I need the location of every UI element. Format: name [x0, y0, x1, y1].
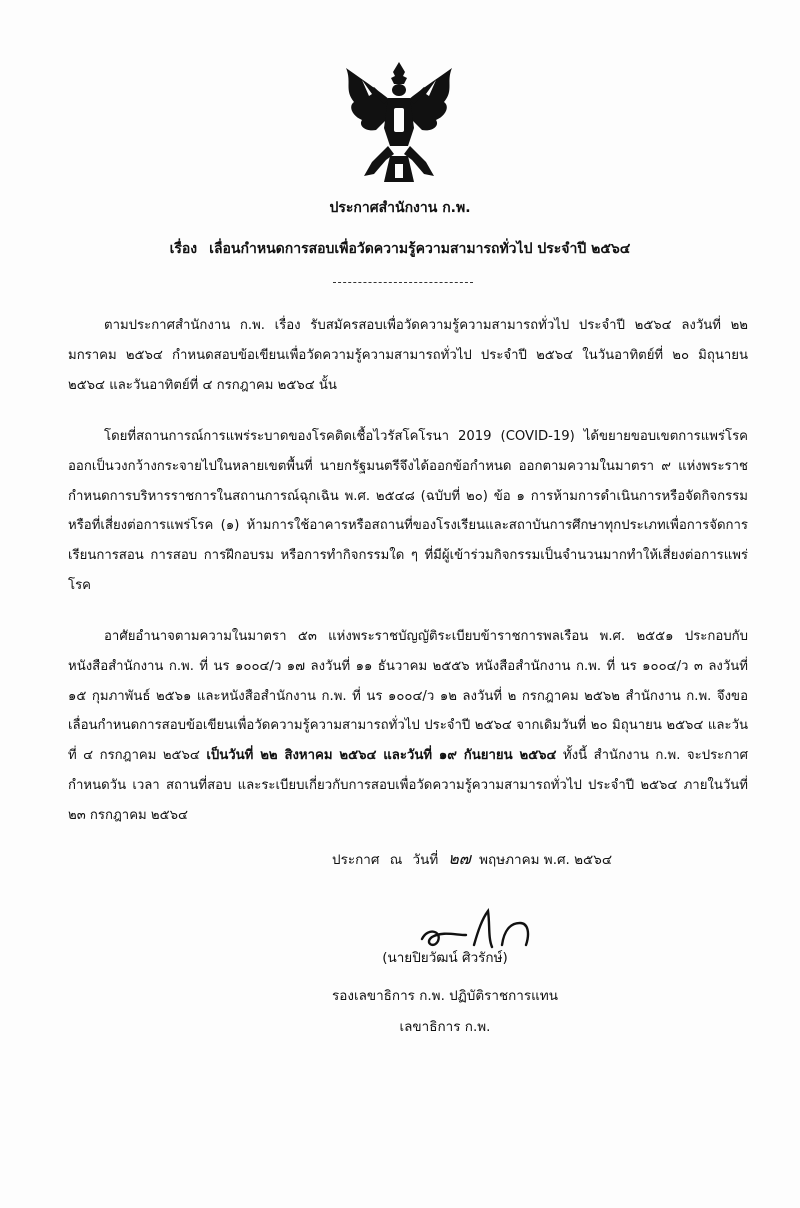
paragraph-3 — [68, 622, 748, 831]
paragraph-3-part-1: อาศัยอำนาจตามความในมาตรา ๕๓ แห่งพระราชบัญญัติระเบียบข้าราชการพลเรือน พ.ศ. ๒๕๕๑ ประกอบกับหนังสือสำนักงาน ก.พ. ที่ นร ๑๐๐๔/ว ๑๗ ลงวันที่ ๑๑ ธันวาคม ๒๕๕๖ หนังสือสำนักงาน ก.พ. ที่ นร ๑๐๐๔/ว ๓ ลงวันที่ ๑๕ กุมภาพันธ์ ๒๕๖๑ และหนังสือสำนักงาน ก.พ. ที่ นร ๑๐๐๔/ว ๑๒ ลงวันที่ ๒ กรกฎาคม ๒๕๖๒ สำนักงาน ก.พ. จึงขอเลื่อนกำหนดการสอบข้อเขียนเพื่อวัดความรู้ความสามารถทั่วไป ประจำปี ๒๕๖๔ จากเดิมวันที่ ๒๐ มิถุนายน ๒๕๖๔ และวันที่ ๔ กรกฎาคม ๒๕๖๔ — [68, 629, 748, 764]
announce-word: ประกาศ — [332, 852, 380, 868]
new-exam-dates: เป็นวันที่ ๒๒ สิงหาคม ๒๕๖๔ และวันที่ ๑๙ กันยายน ๒๕๖๔ — [206, 748, 557, 764]
paragraph-3-part-2: ทั้งนี้ สำนักงาน ก.พ. จะประกาศกำหนดวัน เวลา สถานที่สอบ และระเบียบเกี่ยวกับการสอบเพื่อวัดความรู้ความสามารถทั่วไป ประจำปี ๒๕๖๔ ภายในวันที่ ๒๓ กรกฎาคม ๒๕๖๔ — [68, 748, 748, 823]
day-label: วันที่ — [412, 852, 439, 868]
paragraph-1: ตามประกาศสำนักงาน ก.พ. เรื่อง รับสมัครสอบเพื่อวัดความรู้ความสามารถทั่วไป ประจำปี ๒๕๖๔ ลงวันที่ ๒๒ มกราคม ๒๕๖๔ กำหนดสอบข้อเขียนเพื่อวัดความรู้ความสามารถทั่วไป ประจำปี ๒๕๖๔ ในวันอาทิตย์ที่ ๒๐ มิถุนายน ๒๕๖๔ และวันอาทิตย์ที่ ๔ กรกฎาคม ๒๕๖๔ นั้น — [68, 318, 748, 393]
divider — [333, 282, 473, 283]
paragraph-2: โดยที่สถานการณ์การแพร่ระบาดของโรคติดเชื้อไวรัสโคโรนา 2019 (COVID-19) ได้ขยายขอบเขตการแพร่โรคออกเป็นวงกว้างกระจายไปในหลายเขตพื้นที่ นายกรัฐมนตรีจึงได้ออกข้อกำหนด ออกตามความในมาตรา ๙ แห่งพระราชกำหนดการบริหารราชการในสถานการณ์ฉุกเฉิน พ.ศ. ๒๕๔๘ (ฉบับที่ ๒๐) ข้อ ๑ การห้ามการดำเนินการหรือจัดกิจกรรมหรือที่เสี่ยงต่อการแพร่โรค (๑) ห้ามการใช้อาคารหรือสถานที่ของโรงเรียนและสถาบันการศึกษาทุกประเภทเพื่อการจัดการเรียนการสอน การสอบ การฝึกอบรม หรือการทำกิจกรรมใด ๆ ที่มีผู้เข้าร่วมกิจกรรมเป็นจำนวนมากทำให้เสี่ยงต่อการแพร่โรค — [68, 429, 748, 593]
subject-label: เรื่อง — [169, 241, 198, 257]
at-word: ณ — [389, 852, 403, 868]
announcement-title: ประกาศสำนักงาน ก.พ. — [329, 200, 471, 216]
handwritten-day: ๒๗ — [448, 849, 471, 868]
signer-name: (นายปิยวัฒน์ ศิวรักษ์) — [382, 950, 508, 966]
subject-text: เลื่อนกำหนดการสอบเพื่อวัดความรู้ความสามารถทั่วไป ประจำปี ๒๕๖๔ — [209, 241, 631, 257]
announcement-subject — [0, 238, 800, 260]
garuda-emblem-icon — [338, 60, 460, 188]
month-year: พฤษภาคม พ.ศ. ๒๕๖๔ — [479, 852, 613, 868]
signer-position: รองเลขาธิการ ก.พ. ปฏิบัติราชการแทน — [332, 988, 558, 1004]
signer-title: เลขาธิการ ก.พ. — [399, 1019, 491, 1035]
announcement-date — [332, 847, 618, 872]
